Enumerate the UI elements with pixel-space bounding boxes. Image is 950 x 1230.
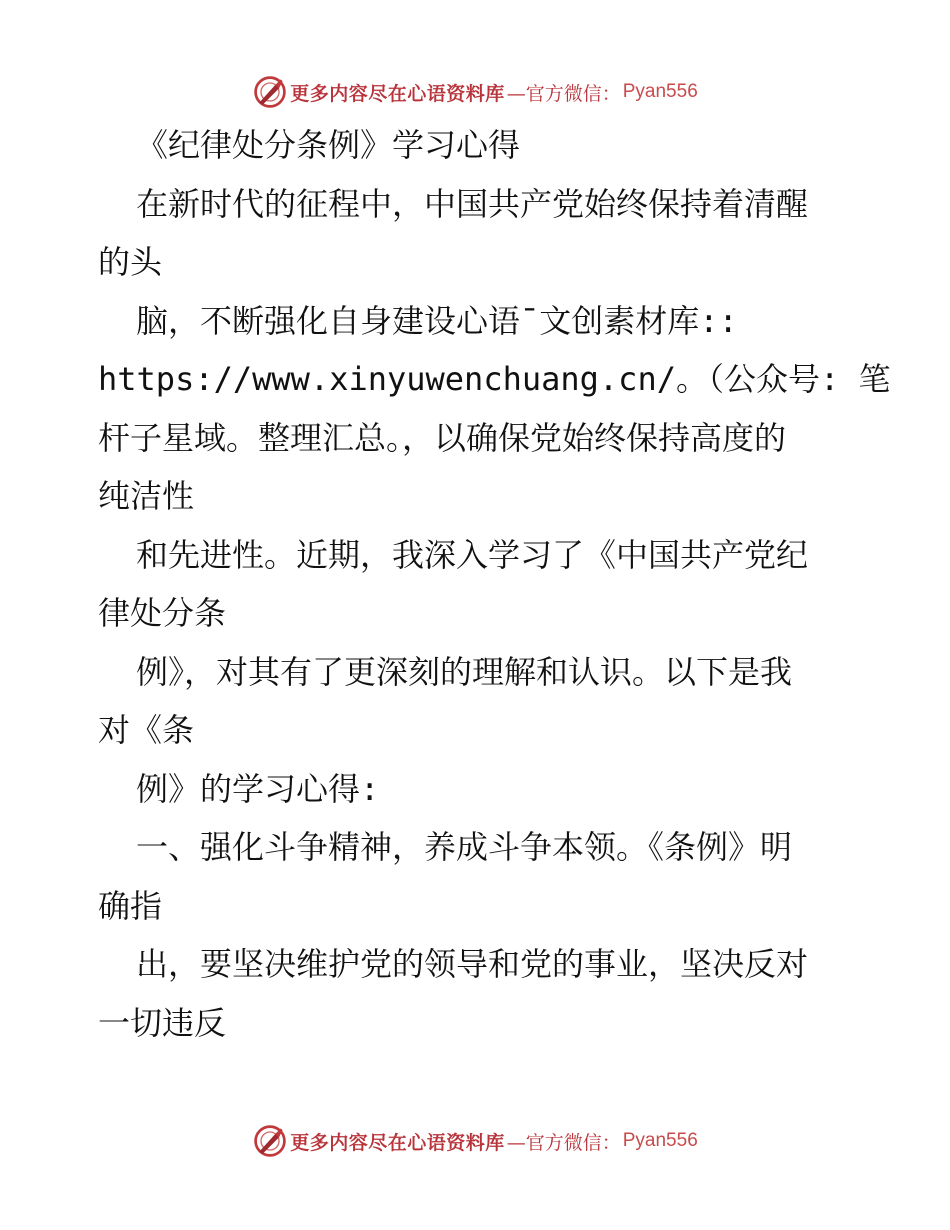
document-body (98, 116, 891, 1052)
text-line: https://www.xinyuwenchuang.cn/。（公众号: 笔 (98, 360, 891, 398)
text-line: 的头 (98, 243, 163, 281)
pen-circle-logo-icon (252, 1123, 288, 1159)
header-main-text: 更多内容尽在心语资料库 (290, 82, 505, 105)
text-line: 一切违反 (98, 1003, 227, 1042)
text-line: 例》的学习心得: (136, 769, 380, 808)
pen-circle-logo-icon (252, 74, 288, 110)
section-heading-line: 一、强化斗争精神，养成斗争本领。《条例》明 (136, 828, 793, 866)
header-wechat-id: Pyan556 (622, 81, 698, 102)
footer-wechat-id: Pyan556 (622, 1130, 698, 1151)
footer-main-text: 更多内容尽在心语资料库 (290, 1131, 505, 1154)
header-banner (0, 72, 950, 112)
text-line: 在新时代的征程中，中国共产党始终保持着清醒 (136, 184, 809, 223)
text-line: 对《条 (98, 711, 195, 749)
text-line: 律处分条 (98, 594, 227, 632)
text-line: 例》，对其有了更深刻的理解和认识。以下是我 (136, 652, 793, 691)
footer-sub-text: —官方微信： (506, 1131, 621, 1154)
text-line: 出，要坚决维护党的领导和党的事业，坚决反对 (136, 945, 809, 983)
document-title: 《纪律处分条例》学习心得 (136, 126, 521, 164)
text-line: 和先进性。近期，我深入学习了《中国共产党纪 (136, 535, 809, 574)
text-line: 杆子星域。整理汇总。，以确保党始终保持高度的 (98, 418, 787, 457)
footer-banner (0, 1121, 950, 1161)
text-line: 脑，不断强化自身建设心语¯文创素材库:: (136, 301, 738, 340)
text-line: 确指 (98, 886, 163, 925)
text-line: 纯洁性 (98, 477, 195, 515)
header-sub-text: —官方微信： (506, 82, 621, 105)
